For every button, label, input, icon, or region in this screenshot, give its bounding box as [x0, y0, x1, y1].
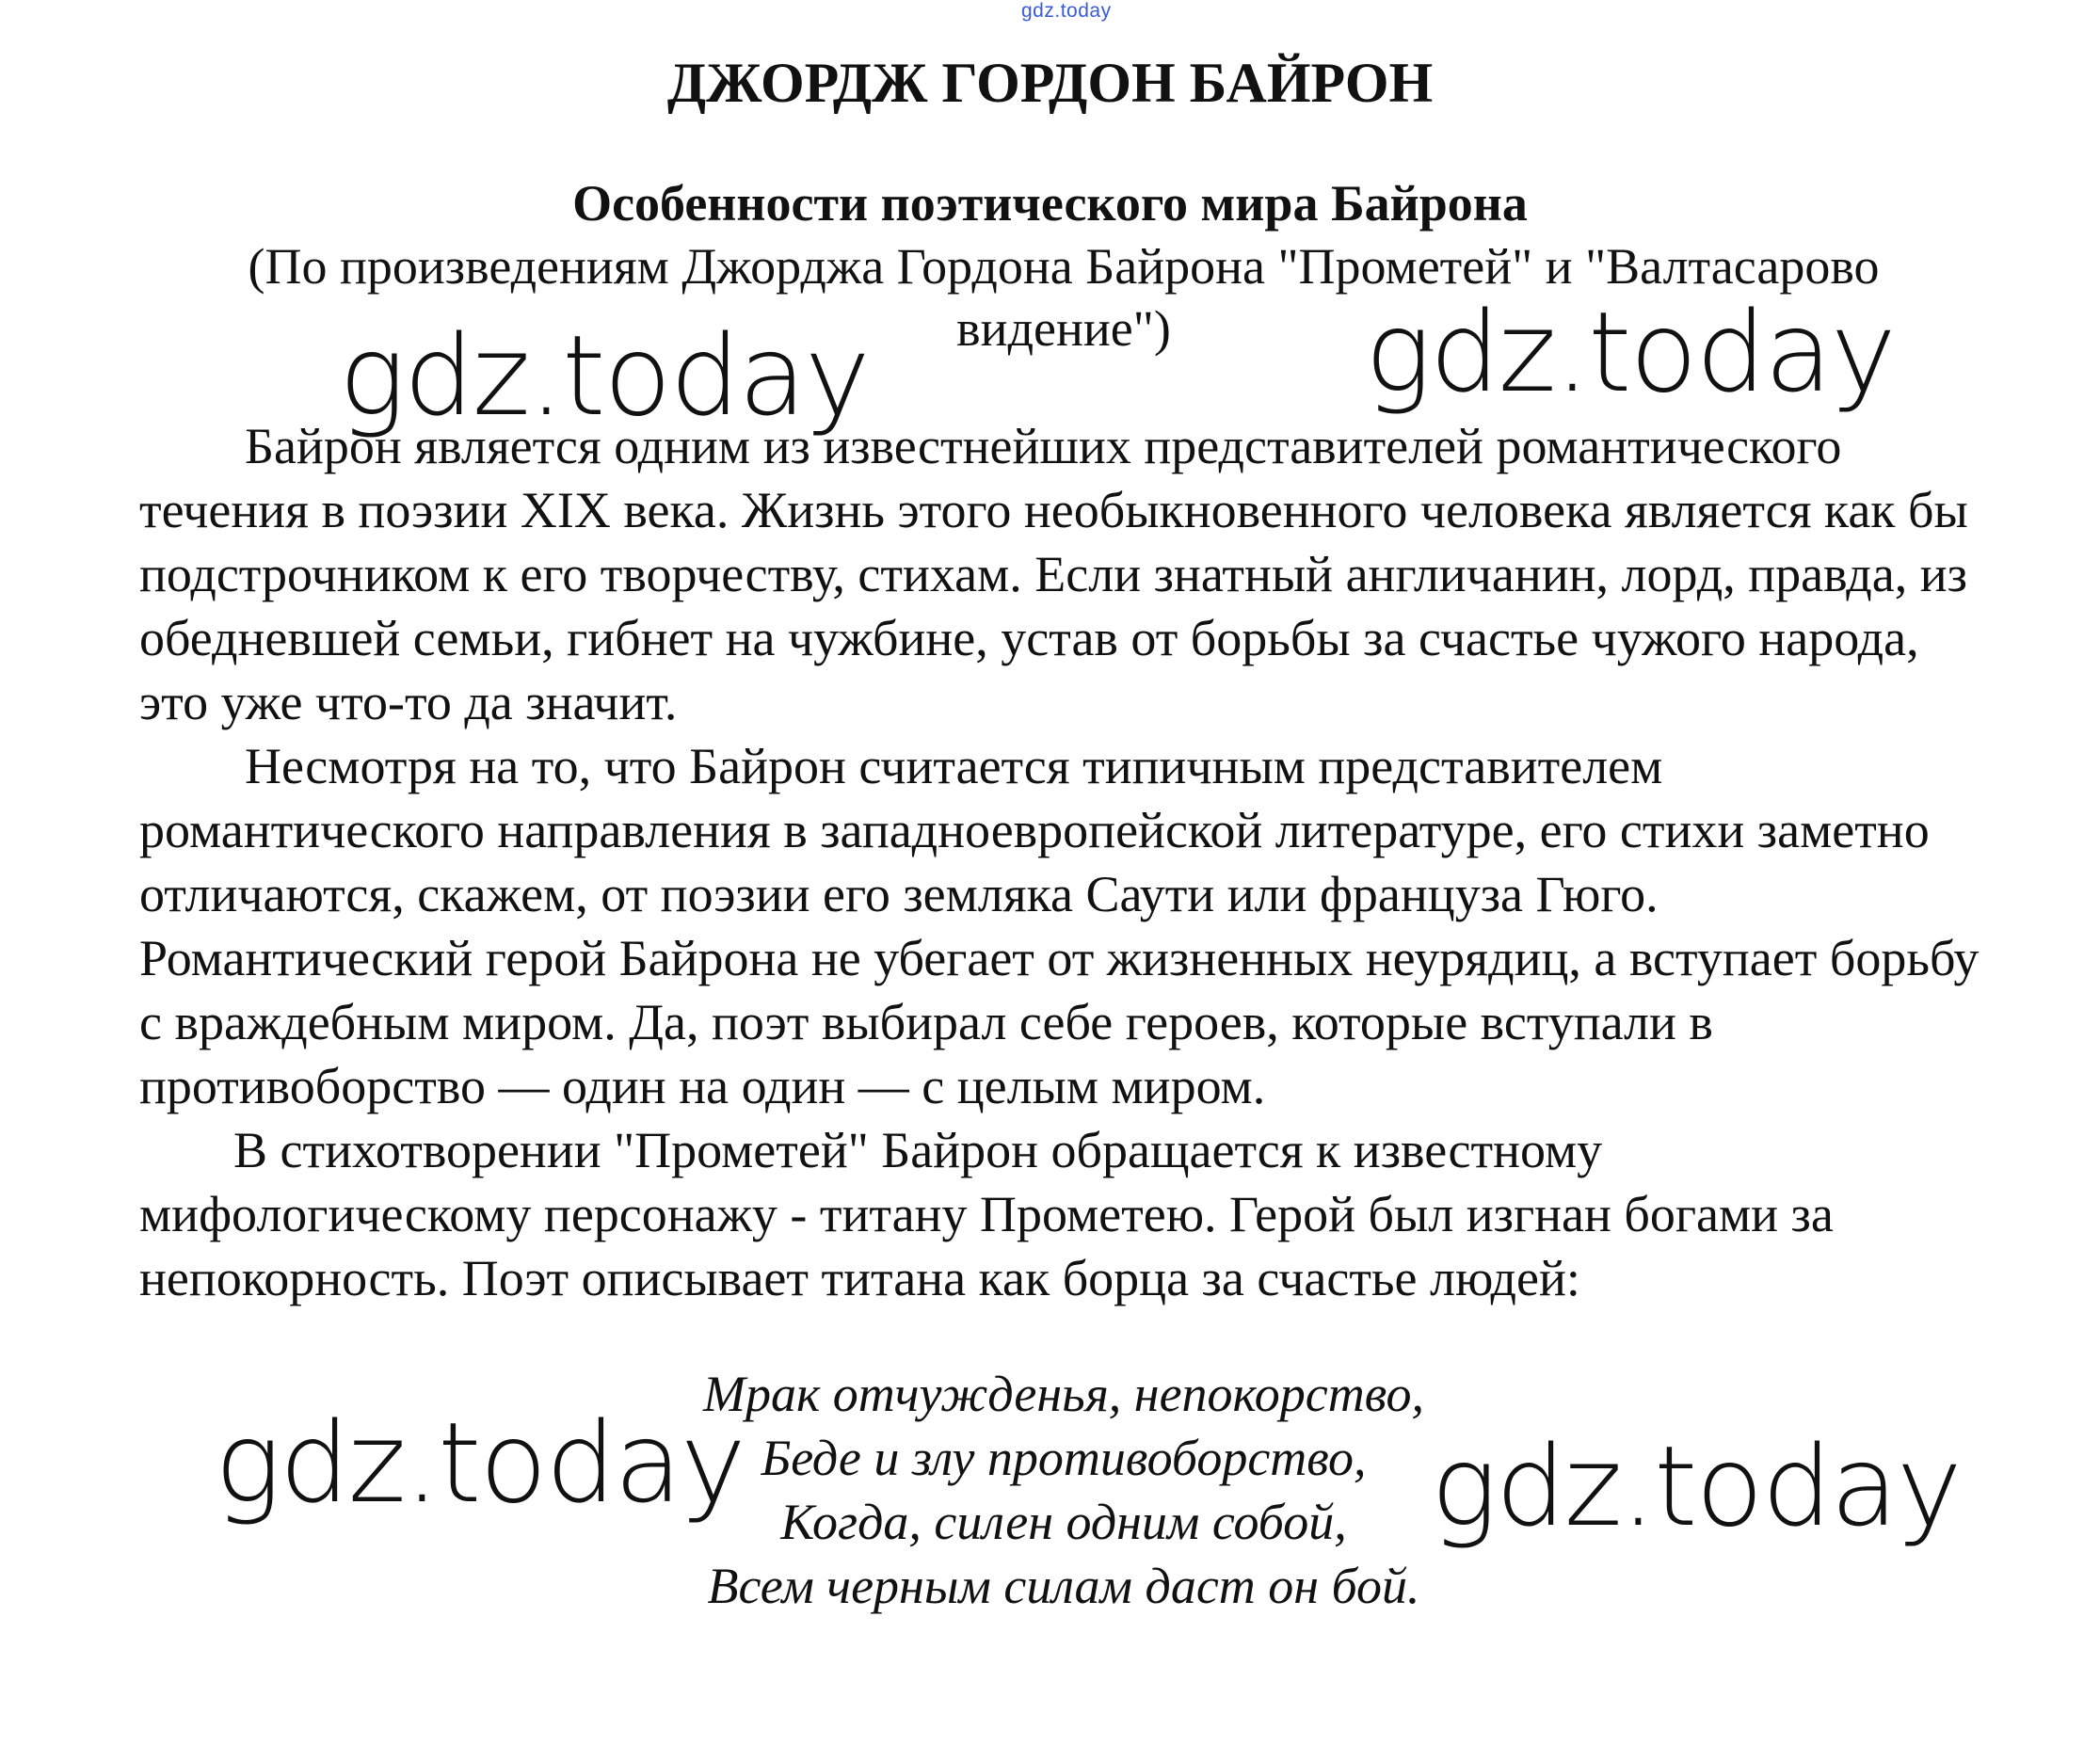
- poem-line: Беде и злу противоборство,: [761, 1430, 1367, 1486]
- watermark: gdz.today: [1431, 1421, 1961, 1551]
- paragraph-3: В стихотворении "Прометей" Байрон обращается к известному мифологическому персонажу - титану Прометею. Герой был изгнан богами за непокорность. Поэт описывает титана как борца за счастье людей:: [139, 1122, 1834, 1306]
- paragraph-1: Байрон является одним из известнейших представителей романтического течения в поэзии XIX века. Жизнь этого необыкновенного человека является как бы подстрочником к его творчеству, стихам. Если знатный англичанин, лорд, правда, из обедневшей семьи, гибнет на чужбине, устав от борьбы за счастье чужого народа, это уже что-то да значит.: [139, 418, 1968, 730]
- watermark: gdz.today: [339, 311, 869, 440]
- poem-line: Мрак отчужденья, непокорство,: [703, 1366, 1424, 1422]
- poem-line: Всем черным силам даст он бой.: [707, 1558, 1420, 1614]
- poem-line: Когда, силен одним собой,: [780, 1494, 1347, 1550]
- page-title: ДЖОРДЖ ГОРДОН БАЙРОН: [666, 52, 1434, 114]
- essay-body: [139, 414, 1984, 1310]
- essay-subtitle: Особенности поэтического мира Байрона: [572, 175, 1528, 232]
- paragraph-2: Несмотря на то, что Байрон считается типичным представителем романтического направления в западноевропейской литературе, его стихи заметно отличаются, скажем, от поэзии его земляка Саути или француза Гюго. Романтический герой Байрона не убегает от жизненных неурядиц, а вступает борьбу с враждебным миром. Да, поэт выбирал себе героев, которые вступали в противоборство — один на один — с целым миром.: [139, 738, 1980, 1114]
- site-mark: gdz.today: [1021, 0, 1112, 22]
- watermark: gdz.today: [215, 1398, 745, 1528]
- essay-subnote: (По произведениям Джорджа Гордона Байрона "Прометей" и "Валтасарово видение"): [248, 238, 1880, 357]
- watermark: gdz.today: [1365, 287, 1895, 417]
